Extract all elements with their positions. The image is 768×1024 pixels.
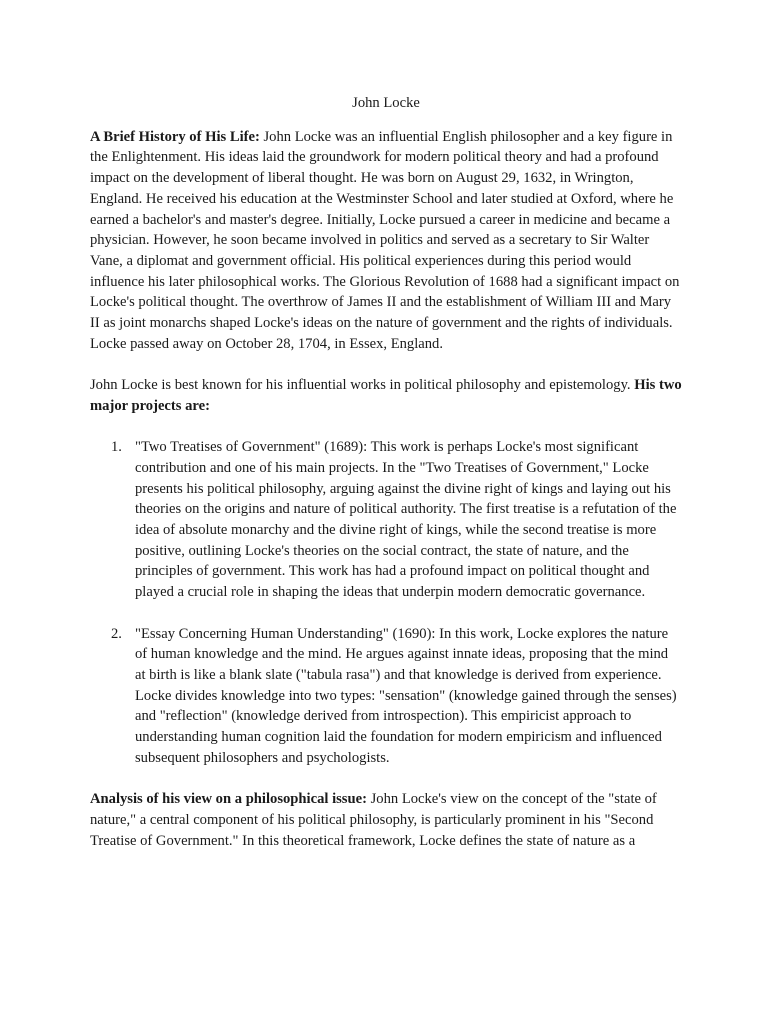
list-item-text: "Essay Concerning Human Understanding" (1690): In this work, Locke explores the nature of human knowledge and the mind. He argues against innate ideas, proposing that the mind at birth is like a blank slate ("tabula rasa") and that knowledge is derived from experience. Locke divides knowledge into two types: "sensation" (knowledge gained through the senses) and "reflection" (knowledge derived from introspection). This empiricist approach to understanding human cognition laid the foundation for modern empiricism and influenced subsequent philosophers and psychologists. [135,625,677,766]
history-text: John Locke was an influential English philosopher and a key figure in the Enlightenment. His ideas laid the groundwork for modern political theory and had a profound impact on the development of liberal thought. He was born on August 29, 1632, in Wrington, England. He received his education at the Westminster School and later studied at Oxford, where he earned a bachelor's and master's degree. Initially, Locke pursued a career in medicine and became a physician. However, he soon became involved in politics and served as a secretary to Sir Walter Vane, a diplomat and government official. His political experiences during this period would influence his later philosophical works. The Glorious Revolution of 1688 had a significant impact on Locke's political thought. The overthrow of James II and the establishment of William III and Mary II as joint monarchs shaped Locke's ideas on the nature of government and the rights of individuals. Locke passed away on October 28, 1704, in Essex, England. [90,128,680,352]
projects-intro-text: John Locke is best known for his influential works in political philosophy and epistemology. [90,377,635,394]
list-item-text: "Two Treatises of Government" (1689): This work is perhaps Locke's most significant contribution and one of his main projects. In the "Two Treatises of Government," Locke presents his political philosophy, arguing against the divine right of kings and laying out his theories on the origins and nature of political authority. The first treatise is a refutation of the idea of absolute monarchy and the divine right of kings, while the second treatise is more positive, outlining Locke's theories on the social contract, the state of nature, and the principles of government. This work has had a profound impact on political thought and played a crucial role in shaping the ideas that underpin modern democratic governance. [135,439,677,601]
document-title: John Locke [352,95,420,111]
history-heading: A Brief History of His Life: [90,128,260,145]
analysis-paragraph [90,789,682,851]
document-body [90,93,682,872]
list-item-number: 1. [111,439,122,456]
list-item [90,437,682,603]
list-item [90,624,682,769]
analysis-text: John Locke's view on the concept of the "state of nature," a central component of his political philosophy, is particularly prominent in his "Second Treatise of Government." In this theoretical framework, Locke defines the state of nature as a [90,791,657,849]
projects-intro-bold: His two major projects are: [90,377,682,414]
list-item-number: 2. [111,625,122,642]
projects-list [90,437,682,768]
history-paragraph [90,127,682,355]
projects-intro-paragraph [90,375,682,416]
analysis-heading: Analysis of his view on a philosophical issue: [90,791,367,808]
